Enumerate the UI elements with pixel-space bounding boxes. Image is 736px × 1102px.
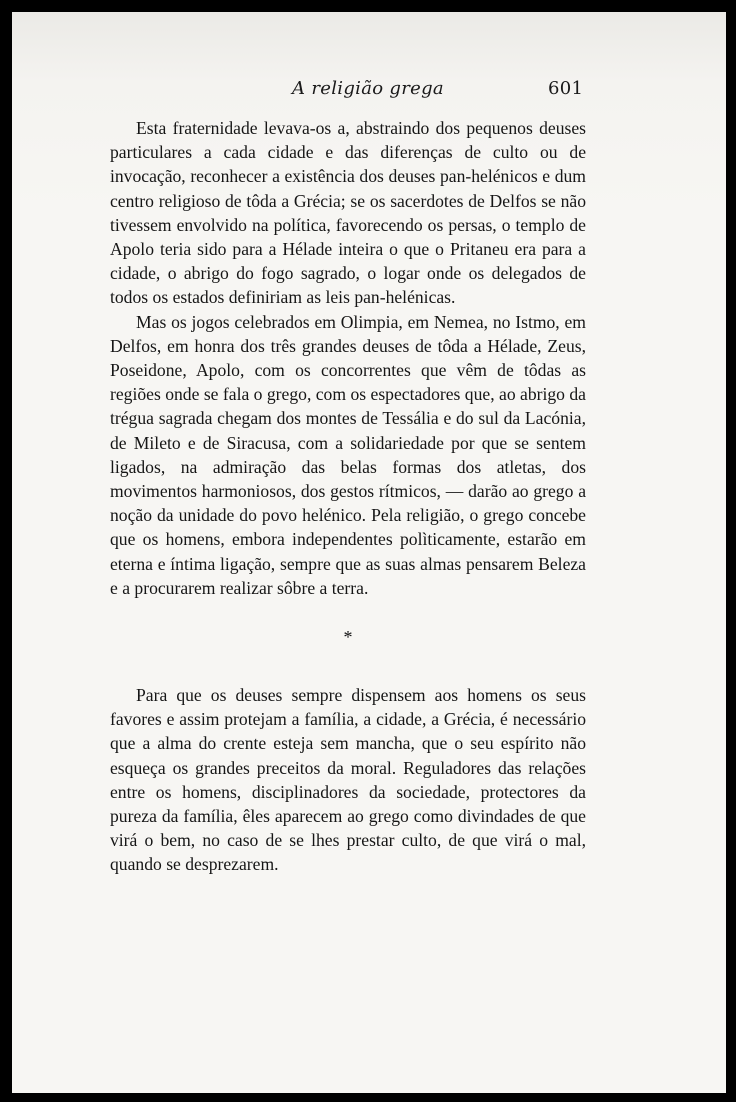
page-number: 601 bbox=[548, 78, 584, 99]
running-title: A religião grega bbox=[292, 78, 444, 99]
body-text bbox=[110, 116, 586, 877]
book-page bbox=[12, 12, 726, 1093]
page-header bbox=[12, 78, 726, 102]
paragraph-2: Mas os jogos celebrados em Olimpia, em Nemea, no Istmo, em Delfos, em honra dos três grandes deuses de tôda a Hélade, Zeus, Poseidone, Apolo, com os concorrentes que vêm de tôdas as regiões onde se fala o grego, com os espectadores que, ao abrigo da trégua sagrada chegam dos montes de Tessália e do sul da Lacónia, de Mileto e de Siracusa, com a solidariedade por que se sentem ligados, na admiração das belas formas dos atletas, dos movimentos harmoniosos, dos gestos rítmicos, — darão ao grego a noção da unidade do povo helénico. Pela religião, o grego concebe que os homens, embora independentes polìticamente, estarão em eterna e íntima ligação, sempre que as suas almas pensarem Beleza e a procurarem realizar sôbre a terra. bbox=[110, 311, 586, 598]
paragraph-1: Esta fraternidade levava-os a, abstraindo dos pequenos deuses particulares a cada cidade e das diferenças de culto ou de invocação, reconhecer a existência dos deuses pan-helénicos e dum centro religioso de tôda a Grécia; se os sacerdotes de Delfos se não tivessem envolvido na política, favorecendo os persas, o templo de Apolo teria sido para a Hélade inteira o que o Pritaneu era para a cidade, o abrigo do fogo sagrado, o logar onde os delegados de todos os estados definiriam as leis pan-helénicas. bbox=[110, 118, 586, 308]
paragraph-3: Para que os deuses sempre dispensem aos homens os seus favores e assim protejam a família, a cidade, a Grécia, é necessário que a alma do crente esteja sem mancha, que o seu espírito não esqueça os grandes preceitos da moral. Reguladores das relações entre os homens, disciplinadores da sociedade, protectores da pureza da família, êles aparecem ao grego como divindades de que virá o bem, no caso de se lhes prestar culto, de que virá o mal, quando se desprezarem. bbox=[110, 685, 586, 875]
section-separator: * bbox=[343, 627, 353, 648]
